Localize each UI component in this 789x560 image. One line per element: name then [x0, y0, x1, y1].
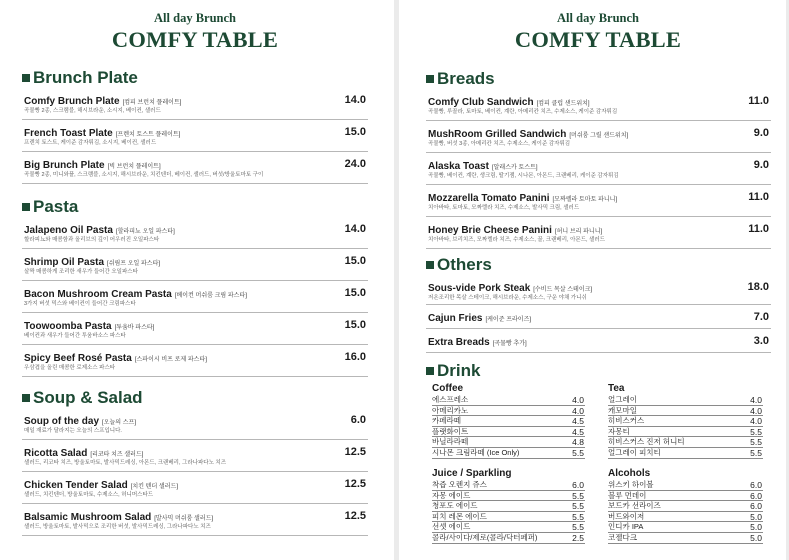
section-brunch-plate: [22, 68, 368, 184]
menu-title: COMFY TABLE: [111, 27, 279, 52]
item-korean-name: [쉬림프 오일 파스타]: [107, 261, 161, 267]
item-price: 9.0: [753, 127, 769, 139]
item-price: 3.0: [753, 335, 769, 347]
item-description: 치아바타, 브리치즈, 모짜렐라 치즈, 수제소스, 꿀, 크랜베리, 아몬드, 샐러드: [428, 237, 606, 243]
item-name: Big Brunch Plate: [24, 160, 105, 171]
item-description: 할라피뇨와 매콤함과 올리브의 깊이 어우러진 오일파스타: [24, 237, 160, 243]
drink-name: 히비스커스 진저 허니티: [608, 437, 685, 447]
item-price: 14.0: [344, 94, 366, 106]
item-name: MushRoom Grilled Sandwich: [428, 129, 567, 140]
drink-group-juice-sparkling: [432, 468, 585, 544]
square-bullet-icon: [426, 261, 434, 269]
menu-item: [426, 185, 771, 217]
section-soup-salad: [22, 388, 368, 536]
drink-row: [608, 480, 763, 491]
drink-price: 5.5: [572, 490, 584, 501]
menu-item: [22, 504, 368, 536]
item-name: Cajun Fries: [428, 313, 483, 324]
section-drink: [426, 361, 771, 381]
menu-page-right: [399, 0, 786, 560]
item-price: 16.0: [344, 351, 366, 363]
drink-group-title: Alcohols: [608, 468, 651, 479]
drink-row: [432, 427, 585, 438]
item-korean-name: [머쉬룸 그릴 샌드위치]: [569, 133, 629, 139]
drink-name: 카페라떼: [432, 416, 461, 426]
item-korean-name: [발사믹 머쉬룸 샐러드]: [154, 516, 214, 522]
drink-row: [608, 501, 763, 512]
item-korean-name: [빅 브런치 플레이트]: [107, 164, 161, 170]
drink-row: [432, 491, 585, 502]
drink-name: 시나몬 크림라떼 (Ice Only): [432, 447, 520, 457]
square-bullet-icon: [426, 367, 434, 375]
menu-item: [426, 217, 771, 249]
item-korean-name: [모짜렐라 토마토 파니니]: [552, 197, 618, 203]
item-price: 12.5: [344, 446, 366, 458]
drink-group-title: Tea: [608, 383, 625, 394]
drink-price: 4.0: [750, 395, 762, 405]
drink-group-title: Juice / Sparkling: [432, 468, 512, 479]
item-description: 샐러드, 리코타 치즈, 방울토마토, 발사믹드레싱, 아몬드, 크랜베리, 그라나파다노 치즈: [24, 460, 227, 466]
item-price: 7.0: [753, 311, 769, 323]
item-description: 곡물빵, 베이컨, 계란, 생크림, 딸기잼, 시나몬, 아몬드, 크랜베리, 케이준 감자튀김: [428, 173, 619, 179]
square-bullet-icon: [22, 203, 30, 211]
menu-item: [426, 305, 771, 329]
item-price: 15.0: [344, 126, 366, 138]
item-description: 치아바타, 토마토, 모짜렐라 치즈, 수제소스, 발사믹 크림, 샐러드: [428, 205, 580, 211]
section-title: Breads: [437, 69, 495, 88]
menu-item: [22, 440, 368, 472]
item-korean-name: [프렌치 토스트 플레이트]: [115, 132, 181, 138]
drink-row: [608, 427, 763, 438]
drink-name: 보드카 선라이즈: [608, 501, 661, 511]
drink-price: 4.0: [750, 405, 762, 416]
item-description: 우삼겹을 올린 매콤한 로제소스 파스타: [24, 365, 116, 371]
item-price: 11.0: [748, 191, 769, 203]
drink-name: 피치 레몬 에이드: [432, 511, 487, 521]
item-korean-name: [리코타 치즈 샐러드]: [90, 452, 144, 458]
drink-price: 4.5: [572, 426, 584, 437]
drink-name: 자몽티: [608, 426, 630, 436]
drink-group-tea: [608, 383, 763, 459]
item-name: Bacon Mushroom Cream Pasta: [24, 289, 172, 300]
drink-price: 5.5: [572, 501, 584, 512]
section-heading: [426, 69, 771, 89]
drink-group-alcohols: [608, 468, 763, 544]
drink-name: 인디카 IPA: [608, 522, 644, 532]
menu-item: [22, 345, 368, 377]
menu-item: [426, 121, 771, 153]
drink-price: 6.0: [750, 501, 762, 512]
drink-price: 5.0: [750, 522, 762, 533]
item-korean-name: [케이준 프라이즈]: [485, 317, 532, 323]
item-price: 18.0: [747, 281, 769, 293]
item-price: 12.5: [344, 510, 366, 522]
item-price: 9.0: [753, 159, 769, 171]
menu-item: [426, 153, 771, 185]
drink-name: 선셋 에이드: [432, 522, 471, 532]
drink-price: 5.5: [750, 426, 762, 437]
item-price: 15.0: [344, 287, 366, 299]
menu-tagline: All day Brunch: [154, 11, 236, 25]
drink-name: 얼그레이: [608, 395, 637, 404]
menu-item: [22, 313, 368, 345]
menu-item: [426, 275, 771, 305]
drink-price: 4.5: [572, 416, 584, 427]
item-description: 곡물빵 2종, 미니와플, 스크램블, 소시지, 해시브라운, 치킨텐더, 베이컨, 샐러드, 버섯/방울토마토 구이: [24, 172, 264, 178]
item-korean-name: [수비드 목살 스테이크]: [533, 287, 593, 293]
drink-row: [608, 512, 763, 523]
item-name: Extra Breads: [428, 337, 490, 348]
drink-name: 캐모마일: [608, 405, 637, 415]
drink-price: 5.5: [572, 511, 584, 522]
drink-price: 6.0: [750, 490, 762, 501]
drink-name: 히비스커스: [608, 416, 645, 426]
item-description: 곡물빵 2종, 스크램블, 해시브라운, 소시지, 베이컨, 샐러드: [24, 108, 161, 114]
drink-name: 청포도 에이드: [432, 501, 478, 511]
drink-name: 아메리카노: [432, 405, 469, 415]
item-korean-name: [투움바 파스타]: [114, 325, 155, 331]
section-title: Drink: [437, 361, 481, 380]
item-description: 3가지 버섯 믹스와 베이컨이 들어간 크림파스타: [24, 301, 136, 307]
item-name: Alaska Toast: [428, 161, 489, 172]
menu-tagline: All day Brunch: [557, 11, 639, 25]
item-name: Spicy Beef Rosé Pasta: [24, 353, 132, 364]
section-heading: [22, 388, 368, 408]
item-price: 11.0: [748, 95, 769, 107]
item-name: Balsamic Mushroom Salad: [24, 512, 152, 523]
item-name: Comfy Club Sandwich: [428, 97, 534, 108]
drink-row: [608, 522, 763, 533]
drink-row: [432, 480, 585, 491]
item-korean-name: [컴피 브런치 플레이트]: [122, 100, 182, 106]
drink-row: [432, 522, 585, 533]
drink-name: 플랫화이트: [432, 426, 469, 436]
drink-price: 2.5: [572, 532, 584, 543]
item-name: Jalapeno Oil Pasta: [24, 225, 113, 236]
item-name: Ricotta Salad: [24, 448, 88, 459]
drink-row: [608, 533, 763, 544]
drink-row: [608, 416, 763, 427]
drink-price: 5.0: [750, 532, 762, 543]
drink-row: [432, 512, 585, 523]
item-korean-name: [치킨 텐더 샐러드]: [130, 484, 178, 490]
item-description: 프렌치 토스트, 케이준 감자튀김, 소시지, 베이컨, 샐러드: [24, 140, 157, 146]
item-price: 6.0: [350, 414, 366, 426]
item-description: 샐러드, 치킨텐더, 방울토마토, 수제소스, 허니머스타드: [24, 492, 154, 498]
item-korean-name: [컴피 클럽 샌드위치]: [536, 101, 590, 107]
menu-item: [22, 249, 368, 281]
menu-item: [22, 120, 368, 152]
drink-name: 착즙 오렌지 쥬스: [432, 480, 487, 489]
item-price: 12.5: [344, 478, 366, 490]
drink-row: [432, 448, 585, 459]
section-breads: [426, 69, 771, 249]
item-price: 15.0: [344, 319, 366, 331]
item-name: Toowoomba Pasta: [24, 321, 112, 332]
drink-price: 6.0: [750, 480, 762, 490]
drink-row: [608, 437, 763, 448]
item-korean-name: [알래스카 토스트]: [491, 165, 538, 171]
drink-name: 에스프레소: [432, 395, 469, 404]
drink-row: [608, 448, 763, 459]
item-description: 곡물빵, 버섯 3종, 아메리칸 치즈, 수제소스, 케이준 감자튀김: [428, 141, 571, 147]
menu-item: [22, 88, 368, 120]
drink-price: 5.5: [750, 437, 762, 448]
drink-price: 4.0: [750, 416, 762, 427]
menu-page-left: [0, 0, 394, 560]
drink-name: 버드와이저: [608, 511, 645, 521]
section-others: [426, 255, 771, 353]
drink-row: [432, 501, 585, 512]
drink-row: [432, 437, 585, 448]
item-korean-name: [스파이시 비프 로제 파스타]: [134, 357, 207, 363]
menu-item: [22, 408, 368, 440]
section-heading: [426, 255, 771, 275]
drink-name: 블루 먼데이: [608, 490, 647, 500]
menu-item: [426, 89, 771, 121]
drink-row: [608, 395, 763, 406]
drink-name: 자몽 에이드: [432, 490, 471, 500]
item-description: 샐러드, 방울토마토, 발사믹으로 조리한 버섯, 발사믹드레싱, 그라나파다노 치즈: [24, 524, 211, 530]
section-heading: [426, 361, 771, 381]
square-bullet-icon: [22, 394, 30, 402]
item-name: Soup of the day: [24, 416, 99, 427]
drink-group-title: Coffee: [432, 383, 464, 394]
drink-price: 5.0: [750, 511, 762, 522]
section-heading: [22, 197, 368, 217]
menu-item: [22, 152, 368, 184]
menu-item: [22, 281, 368, 313]
menu-title: COMFY TABLE: [514, 27, 682, 52]
drink-name: 코젤다크: [608, 532, 637, 542]
item-name: Chicken Tender Salad: [24, 480, 128, 491]
item-price: 24.0: [344, 158, 366, 170]
section-pasta: [22, 197, 368, 377]
item-name: Mozzarella Tomato Panini: [428, 193, 550, 204]
drink-price: 4.8: [572, 437, 584, 448]
drink-row: [432, 416, 585, 427]
drink-name: 바닐라라떼: [432, 437, 469, 447]
item-price: 14.0: [344, 223, 366, 235]
drink-price: 4.0: [572, 405, 584, 416]
item-korean-name: [곡물빵 추가]: [492, 341, 527, 347]
drink-name: 얼그레이 피치티: [608, 447, 661, 457]
item-price: 15.0: [344, 255, 366, 267]
drink-price: 5.5: [572, 447, 584, 458]
section-title: Pasta: [33, 197, 79, 216]
item-korean-name: [오늘의 스프]: [102, 420, 136, 426]
drink-price: 5.5: [750, 447, 762, 458]
drink-row: [432, 406, 585, 417]
item-name: Honey Brie Cheese Panini: [428, 225, 552, 236]
drink-row: [432, 395, 585, 406]
item-description: 저온조리한 목살 스테이크, 해시브라운, 수제소스, 구운 야채 가니쉬: [428, 295, 587, 301]
section-title: Others: [437, 255, 492, 274]
item-name: Comfy Brunch Plate: [24, 96, 120, 107]
drink-price: 4.0: [572, 395, 584, 405]
drink-price: 6.0: [572, 480, 584, 490]
item-description: 곡물빵, 루꼴라, 토마토, 베이컨, 계란, 아메리칸 치즈, 수제소스, 케이준 감자튀김: [428, 109, 618, 115]
drink-row: [432, 533, 585, 544]
item-description: 매일 재료가 달라지는 오늘의 스프입니다.: [24, 428, 122, 434]
square-bullet-icon: [22, 74, 30, 82]
section-title: Brunch Plate: [33, 68, 138, 87]
menu-item: [22, 217, 368, 249]
menu-item: [22, 472, 368, 504]
item-name: Shrimp Oil Pasta: [24, 257, 105, 268]
drink-group-coffee: [432, 383, 585, 459]
item-korean-name: [베이컨 머쉬룸 크림 파스타]: [174, 293, 247, 299]
item-description: 살짝 매콤하게 조리한 새우가 들어간 오일파스타: [24, 269, 138, 275]
drink-row: [608, 491, 763, 502]
item-price: 11.0: [748, 223, 769, 235]
item-name: Sous-vide Pork Steak: [428, 283, 531, 294]
square-bullet-icon: [426, 75, 434, 83]
section-title: Soup & Salad: [33, 388, 143, 407]
item-korean-name: [허니 브리 파니니]: [554, 229, 603, 235]
drink-name: 위스키 하이볼: [608, 480, 654, 489]
drink-row: [608, 406, 763, 417]
menu-item: [426, 329, 771, 353]
item-name: French Toast Plate: [24, 128, 113, 139]
item-korean-name: [할라피뇨 오일 파스타]: [115, 229, 175, 235]
drink-name: 콜라/사이다/제로(콜라/닥터페퍼): [432, 532, 538, 542]
item-description: 베이컨과 새우가 들어간 투움바소스 파스타: [24, 333, 126, 339]
section-heading: [22, 68, 368, 88]
drink-price: 5.5: [572, 522, 584, 533]
